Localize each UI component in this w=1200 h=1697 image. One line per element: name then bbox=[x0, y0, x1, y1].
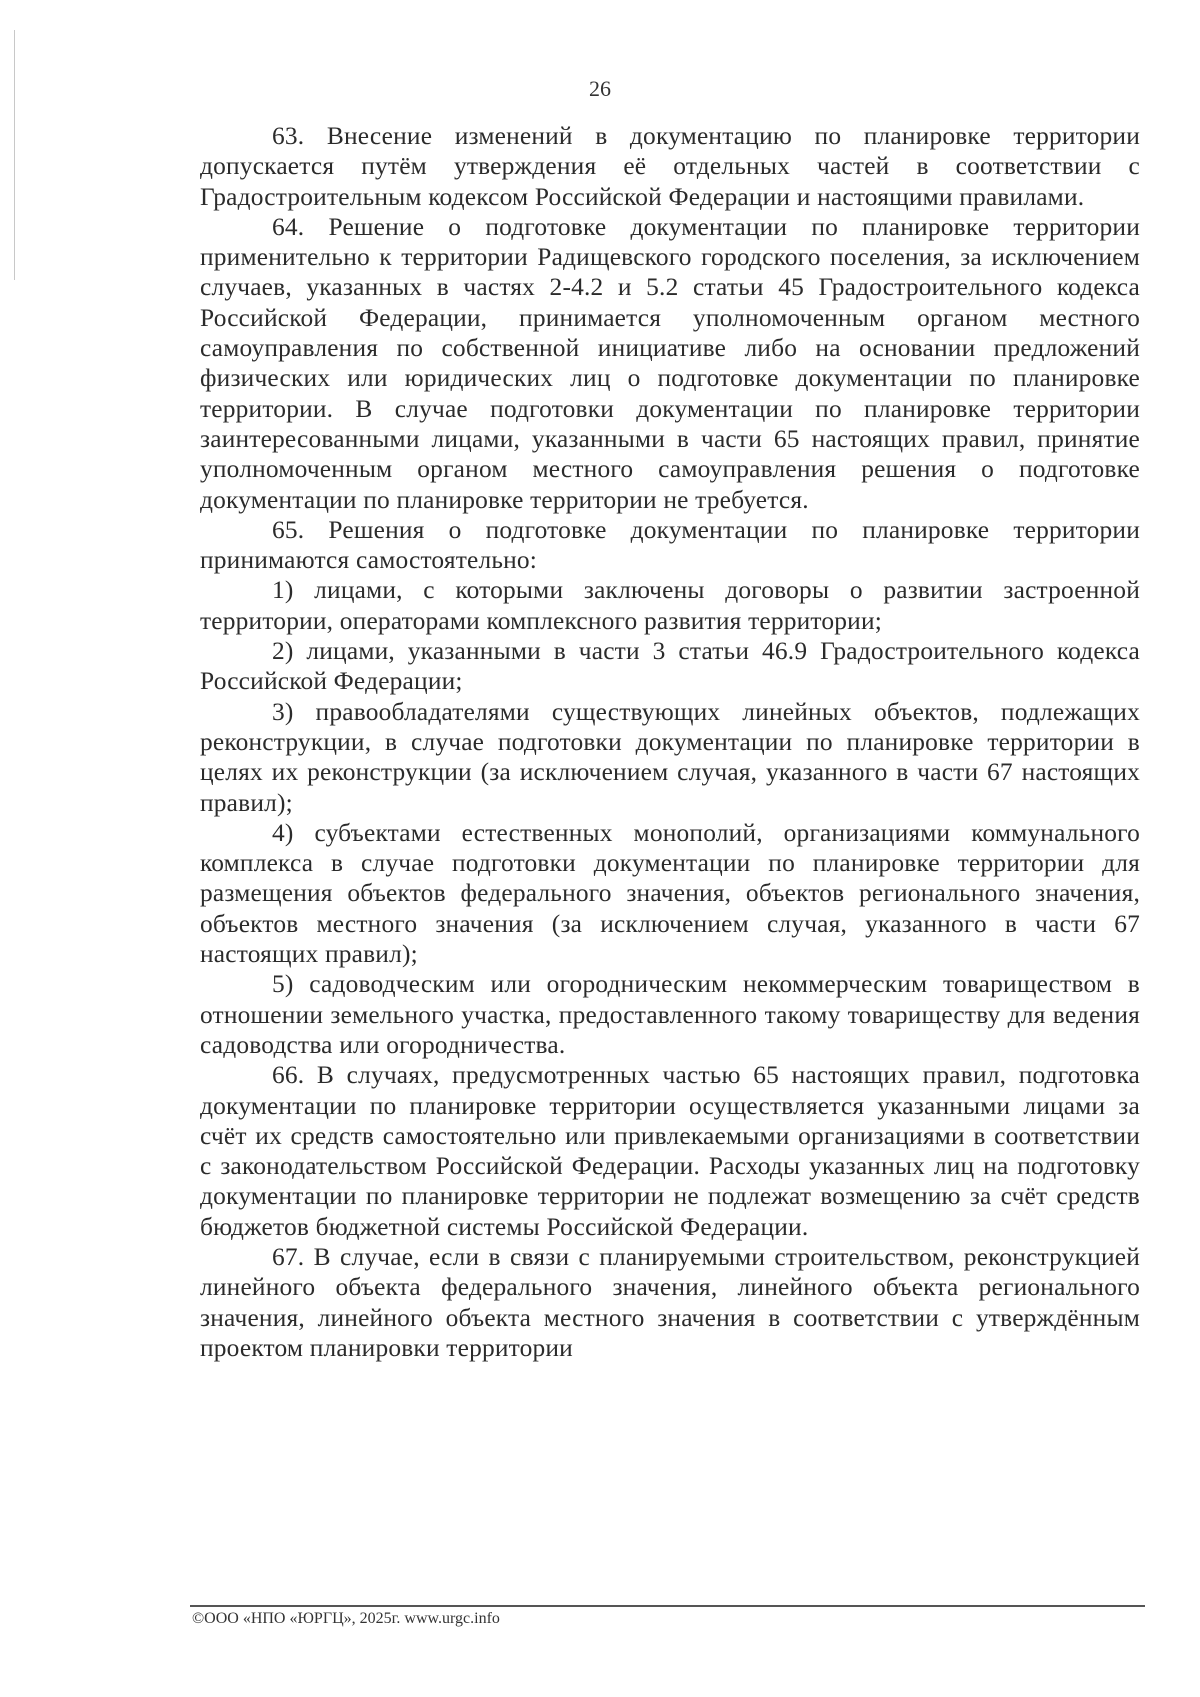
paragraph-64: 64. Решение о подготовке документации по планировке территории применительно к территории Радищевского городского поселения, за исключением случаев, указанных в частях 2-4.2 и 5.2 статьи 45 Градостроительного кодекса Российской Федерации, принимается уполномоченным органом местного самоуправления по собственной инициативе либо на основании предложений физических или юридических лиц о подготовке документации по планировке территории. В случае подготовки документации по планировке территории заинтересованными лицами, указанными в части 65 настоящих правил, принятие уполномоченным органом местного самоуправления решения о подготовке документации по планировке территории не требуется. bbox=[200, 212, 1140, 514]
list-item-3: 3) правообладателями существующих линейных объектов, подлежащих реконструкции, в случае подготовки документации по планировке территории в целях их реконструкции (за исключением случая, указанного в части 67 настоящих правил); bbox=[200, 697, 1140, 817]
scan-edge-mark bbox=[14, 30, 15, 280]
paragraph-67: 67. В случае, если в связи с планируемыми строительством, реконструкцией линейного объекта федерального значения, линейного объекта регионального значения, линейного объекта местного значения в соответствии с утверждённым проектом планировки территории bbox=[200, 1242, 1140, 1362]
paragraph-66: 66. В случаях, предусмотренных частью 65 настоящих правил, подготовка документации по планировке территории осуществляется указанными лицами за счёт их средств самостоятельно или привлекаемыми организациями в соответствии с законодательством Российской Федерации. Расходы указанных лиц на подготовку документации по планировке территории не подлежат возмещению за счёт средств бюджетов бюджетной системы Российской Федерации. bbox=[200, 1061, 1140, 1241]
page-number: 26 bbox=[589, 76, 611, 101]
footer-copyright: ©ООО «НПО «ЮРГЦ», 2025г. www.urgc.info bbox=[192, 1610, 500, 1627]
footer-divider bbox=[190, 1605, 1145, 1607]
document-body bbox=[200, 121, 1140, 1363]
list-item-2: 2) лицами, указанными в части 3 статьи 46.9 Градостроительного кодекса Российской Федерации; bbox=[200, 637, 1140, 696]
list-item-1: 1) лицами, с которыми заключены договоры о развитии застроенной территории, операторами комплексного развития территории; bbox=[200, 576, 1140, 635]
list-item-5: 5) садоводческим или огородническим некоммерческим товариществом в отношении земельного участка, предоставленного такому товариществу для ведения садоводства или огородничества. bbox=[200, 970, 1140, 1059]
paragraph-65: 65. Решения о подготовке документации по планировке территории принимаются самостоятельно: bbox=[200, 515, 1140, 575]
list-item-4: 4) субъектами естественных монополий, организациями коммунального комплекса в случае подготовки документации по планировке территории для размещения объектов федерального значения, объектов регионального значения, объектов местного значения (за исключением случая, указанного в части 67 настоящих правил); bbox=[200, 818, 1140, 969]
paragraph-63: 63. Внесение изменений в документацию по планировке территории допускается путём утверждения её отдельных частей в соответствии с Градостроительным кодексом Российской Федерации и настоящими правилами. bbox=[200, 122, 1140, 211]
